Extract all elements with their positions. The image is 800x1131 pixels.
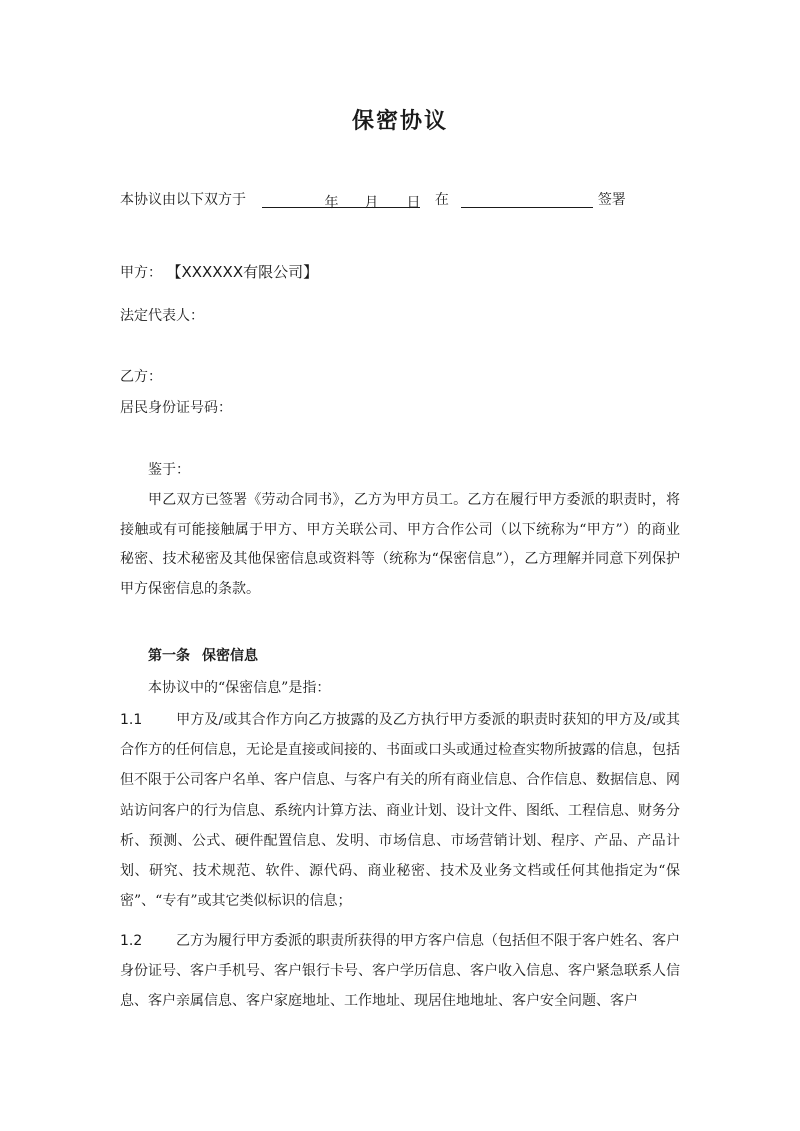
signing-prefix: 本协议由以下双方于 — [120, 192, 246, 208]
article-1-item — [120, 926, 680, 1017]
article-1-title: 保密信息 — [202, 648, 258, 664]
article-1-heading — [148, 646, 258, 666]
article-1-item — [120, 705, 680, 916]
party-a-label: 甲方： — [120, 265, 162, 281]
item-text: 甲方及/或其合作方向乙方披露的及乙方执行甲方委派的职责时获知的甲方及/或其合作方的任何信息，无论是直接或间接的、书面或口头或通过检查实物所披露的信息，包括但不限于公司客户名单、客户信息、与客户有关的所有商业信息、合作信息、数据信息、网站访问客户的行为信息、系统内计算方法、商业计划、设计文件、图纸、工程信息、财务分析、预测、公式、硬件配置信息、发明、市场信息、市场营销计划、程序、产品、产品计划、研究、技术规范、软件、源代码、商业秘密、技术及业务文档或任何其他指定为“保密”、“专有”或其它类似标识的信息； — [120, 712, 680, 910]
party-a-name: 【XXXXXX有限公司】 — [166, 263, 319, 281]
party-a-representative: 法定代表人： — [120, 308, 204, 324]
month-label: 月 — [364, 193, 406, 208]
year-label: 年 — [324, 193, 364, 208]
whereas-paragraph: 甲乙双方已签署《劳动合同书》，乙方为甲方员工。乙方在履行甲方委派的职责时，将接触或有可能接触属于甲方、甲方关联公司、甲方合作公司（以下统称为“甲方”）的商业秘密、技术秘密及其他保密信息或资料等（统称为“保密信息”），乙方理解并同意下列保护甲方保密信息的条款。 — [120, 492, 680, 597]
signing-line — [120, 190, 626, 210]
item-text: 乙方为履行甲方委派的职责所获得的甲方客户信息（包括但不限于客户姓名、客户身份证号、客户手机号、客户银行卡号、客户学历信息、客户收入信息、客户紧急联系人信息、客户亲属信息、客户家庭地址、工作地址、现居住地地址、客户安全问题、客户 — [120, 933, 680, 1010]
whereas-label: 鉴于： — [148, 462, 190, 478]
signing-at: 在 — [434, 192, 449, 208]
year-blank — [262, 193, 324, 208]
signing-suffix: 签署 — [597, 192, 626, 208]
party-a-line — [120, 262, 318, 283]
article-1-number: 第一条 — [148, 648, 190, 664]
document-title: 保密协议 — [351, 109, 448, 134]
party-b-id-label: 居民身份证号码： — [120, 400, 232, 416]
place-blank — [461, 193, 593, 208]
party-b-label: 乙方： — [120, 369, 162, 385]
article-1-intro: 本协议中的“保密信息”是指： — [148, 680, 331, 696]
item-number: 1.2 — [120, 933, 143, 949]
item-number: 1.1 — [120, 712, 143, 728]
day-label: 日 — [406, 194, 421, 211]
